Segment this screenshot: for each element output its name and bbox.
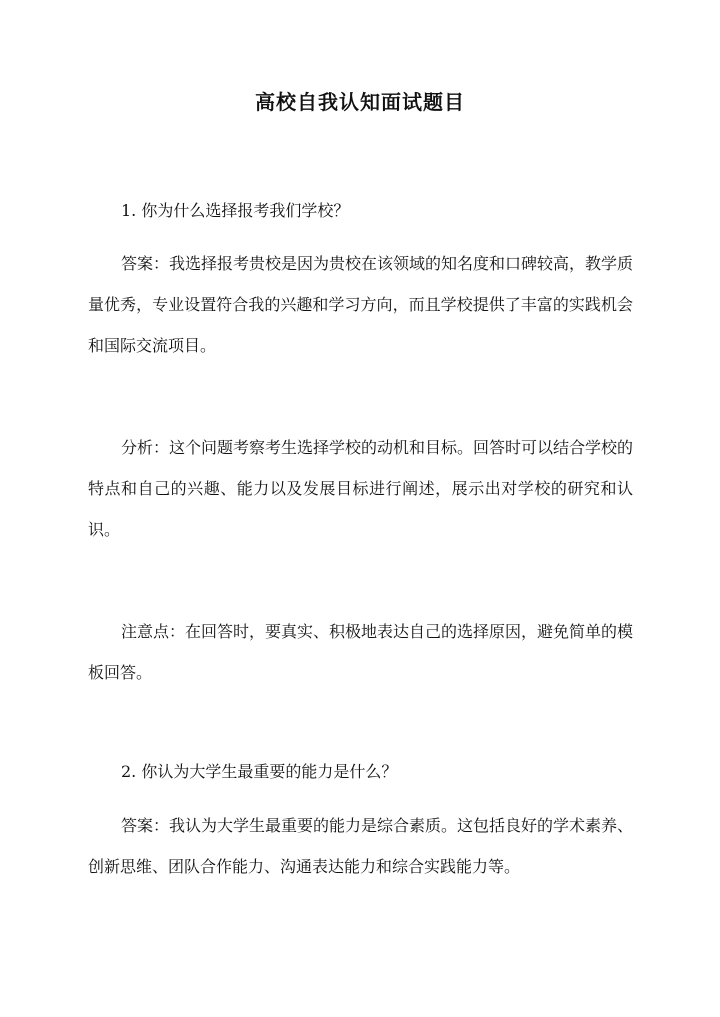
question-1: 1. 你为什么选择报考我们学校？ <box>121 201 350 220</box>
analysis-1: 分析：这个问题考察考生选择学校的动机和目标。回答时可以结合学校的特点和自己的兴趣、能力以及发展目标进行阐述，展示出对学校的研究和认识。 <box>88 438 634 539</box>
answer-1: 答案：我选择报考贵校是因为贵校在该领域的知名度和口碑较高，教学质量优秀，专业设置符合我的兴趣和学习方向，而且学校提供了丰富的实践机会和国际交流项目。 <box>88 254 634 355</box>
answer-2: 答案：我认为大学生最重要的能力是综合素质。这包括良好的学术素养、创新思维、团队合作能力、沟通表达能力和综合实践能力等。 <box>88 816 634 876</box>
question-2: 2. 你认为大学生最重要的能力是什么？ <box>121 762 398 781</box>
note-1: 注意点：在回答时，要真实、积极地表达自己的选择原因，避免简单的模板回答。 <box>88 622 634 682</box>
document-title: 高校自我认知面试题目 <box>255 90 465 114</box>
